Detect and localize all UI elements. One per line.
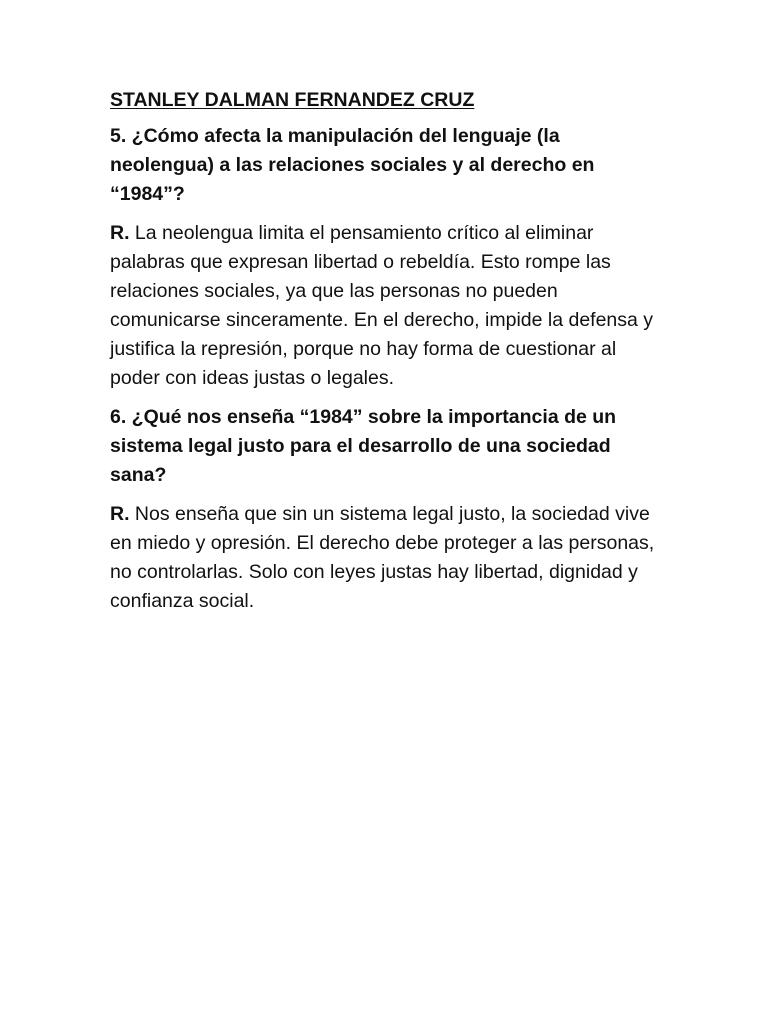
question-5: 5. ¿Cómo afecta la manipulación del lenguaje (la neolengua) a las relaciones sociales y al derecho en “1984”? (110, 125, 595, 205)
document-content (110, 86, 660, 626)
answer-marker: R. (110, 503, 130, 525)
author-name: STANLEY DALMAN FERNANDEZ CRUZ (110, 89, 475, 111)
answer-6 (110, 500, 660, 616)
question-6: 6. ¿Qué nos enseña “1984” sobre la importancia de un sistema legal justo para el desarrollo de una sociedad sana? (110, 406, 617, 486)
answer-5-text: La neolengua limita el pensamiento crítico al eliminar palabras que expresan libertad o rebeldía. Esto rompe las relaciones sociales, ya que las personas no pueden comunicarse sinceramente. En el derecho, impide la defensa y justifica la represión, porque no hay forma de cuestionar al poder con ideas justas o legales. (110, 222, 654, 389)
answer-6-text: Nos enseña que sin un sistema legal justo, la sociedad vive en miedo y opresión. El derecho debe proteger a las personas, no controlarlas. Solo con leyes justas hay libertad, dignidad y confianza social. (110, 503, 655, 612)
answer-5 (110, 219, 660, 393)
answer-marker: R. (110, 222, 130, 244)
